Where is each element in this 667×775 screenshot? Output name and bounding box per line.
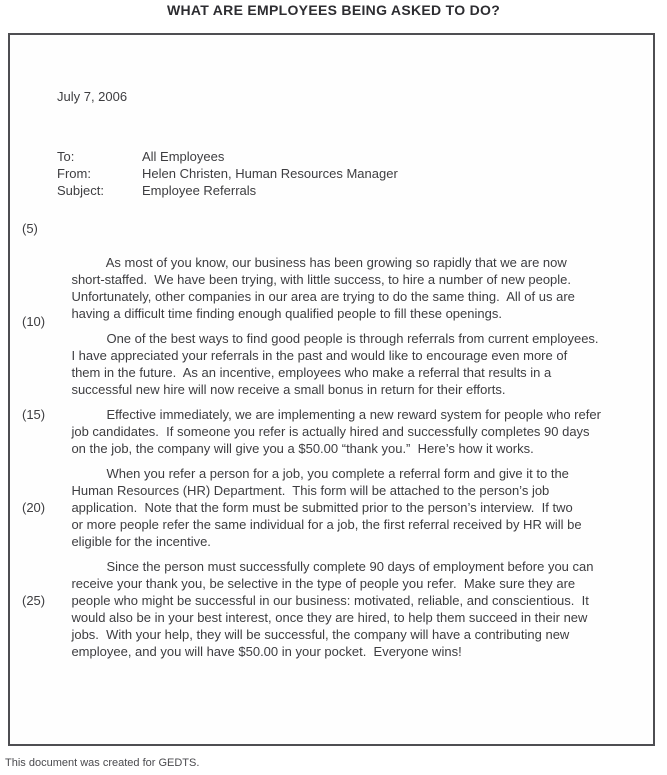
passage-line-text: having a difficult time finding enough qualified people to fill these openings. — [71, 306, 502, 321]
passage-line-text: would also be in your best interest, once they are hired, to help them succeed in their new — [71, 610, 588, 625]
memo-header-value: Employee Referrals — [142, 183, 257, 198]
passage-line-text: Effective immediately, we are implementing a new reward system for people who refer — [106, 407, 601, 422]
passage-line-text: As most of you know, our business has been growing so rapidly that we are now — [105, 255, 567, 270]
memo-header-label: From: — [57, 166, 91, 181]
passage-line-text: on the job, the company will give you a $50.00 “thank you.” Here’s how it works. — [71, 441, 534, 456]
passage-line-text: people who might be successful in our business: motivated, reliable, and conscientious. It — [71, 593, 589, 608]
memo-header-label: To: — [57, 149, 75, 164]
passage-line-text: jobs. With your help, they will be successful, the company will have a contributing new — [71, 627, 570, 642]
line-number-marker: (15) — [22, 407, 46, 422]
line-number-marker: (25) — [22, 593, 46, 608]
passage-line — [10, 220, 653, 270]
page-title: WHAT ARE EMPLOYEES BEING ASKED TO DO? — [166, 2, 501, 18]
passage-line-text: successful new hire will now receive a small bonus in return for their efforts. — [71, 382, 506, 397]
passage-paragraph — [10, 296, 653, 397]
passage-line-text: One of the best ways to find good people is through referrals from current employees. — [106, 331, 599, 346]
passage-paragraph — [10, 431, 653, 549]
passage-line-text: or more people refer the same individual for a job, the first referral received by HR will be — [71, 517, 582, 532]
passage-paragraph — [10, 524, 653, 659]
passage-line-text: application. Note that the form must be submitted prior to the person’s interview. If two — [71, 500, 573, 515]
passage-line-text: I have appreciated your referrals in the past and would like to encourage even more of — [71, 348, 568, 363]
line-number-marker: (5) — [22, 221, 38, 236]
passage-line-text: short-staffed. We have been trying, with little success, to hire a number of new people. — [71, 272, 572, 287]
passage-paragraph — [10, 372, 653, 456]
passage-line-text: Since the person must successfully complete 90 days of employment before you can — [106, 559, 594, 574]
passage-line-text: them in the future. As an incentive, employees who make a referral that results in a — [71, 365, 552, 380]
passage-line-text: eligible for the incentive. — [71, 534, 211, 549]
memo-header-value: All Employees — [142, 149, 225, 164]
passage-line-text: receive your thank you, be selective in the type of people you refer. Make sure they are — [71, 576, 576, 591]
line-number-marker: (20) — [22, 500, 46, 515]
memo-header-row — [57, 182, 398, 199]
memo-date: July 7, 2006 — [57, 89, 128, 104]
passage-line-text: employee, and you will have $50.00 in your pocket. Everyone wins! — [71, 644, 462, 659]
memo-passage — [10, 220, 653, 659]
footer-attribution: This document was created for GEDTS. — [5, 757, 200, 769]
memo-header-row — [57, 148, 398, 165]
passage-line-text: job candidates. If someone you refer is actually hired and successfully completes 90 days — [71, 424, 590, 439]
memo-header-row — [57, 165, 398, 182]
line-number-marker: (10) — [22, 314, 46, 329]
passage-line-text: When you refer a person for a job, you complete a referral form and give it to the — [106, 466, 569, 481]
passage-paragraph — [10, 220, 653, 321]
passage-line-text: Human Resources (HR) Department. This form will be attached to the person’s job — [71, 483, 550, 498]
memo-document-box — [8, 33, 655, 746]
passage-line-text: Unfortunately, other companies in our area are trying to do the same thing. All of us are — [71, 289, 575, 304]
memo-header-label: Subject: — [57, 183, 104, 198]
memo-header — [57, 148, 398, 199]
memo-header-value: Helen Christen, Human Resources Manager — [142, 166, 398, 181]
